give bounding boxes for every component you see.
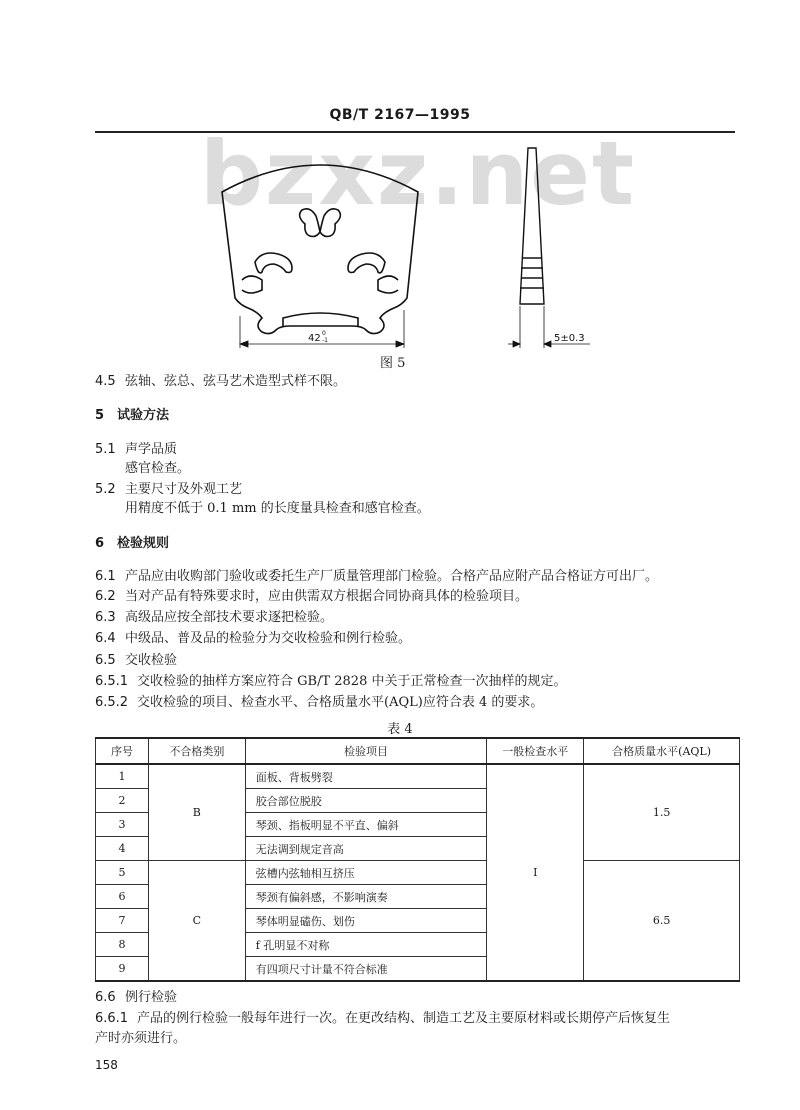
header-aql: 合格质量水平(AQL) [584, 738, 740, 764]
cell-item: 有四项尺寸计量不符合标准 [245, 957, 487, 982]
para-6-5-2: 6.5.2 交收检验的项目、检查水平、合格质量水平(AQL)应符合表 4 的要求。 [95, 695, 544, 710]
cell-item: 弦槽内弦轴相互挤压 [245, 861, 487, 885]
para-6-6-1: 6.6.1 产品的例行检验一般每年进行一次。在更改结构、制造工艺及主要原材料或长期停产后恢复生 [95, 1011, 671, 1026]
cell-no: 3 [96, 813, 149, 837]
header-no: 序号 [96, 738, 149, 764]
table-4 [95, 737, 740, 982]
cell-no: 8 [96, 933, 149, 957]
cell-item: 琴体明显磕伤、划伤 [245, 909, 487, 933]
table-header-row [96, 738, 740, 764]
cell-item: 琴颈有偏斜感，不影响演奏 [245, 885, 487, 909]
header-category: 不合格类别 [148, 738, 245, 764]
bridge-front-view [222, 165, 418, 334]
inspection-level-cell: Ⅰ [487, 764, 584, 981]
cell-no: 9 [96, 957, 149, 982]
figure-caption: 图 5 [380, 356, 406, 371]
section-5-heading: 5 试验方法 [95, 408, 170, 423]
dimension-42-tol-lower: -1 [322, 337, 328, 344]
page-number: 158 [95, 1058, 118, 1072]
bridge-side-view [520, 148, 544, 304]
cell-no: 5 [96, 861, 149, 885]
para-5-2-body: 用精度不低于 0.1 mm 的长度量具检查和感官检查。 [125, 501, 430, 516]
aql-b-cell: 1.5 [584, 764, 740, 861]
document-header: QB/T 2167—1995 [329, 107, 471, 123]
table-row [96, 861, 740, 885]
para-4-5: 4.5 弦轴、弦总、弦马艺术造型式样不限。 [95, 374, 347, 389]
para-6-6: 6.6 例行检验 [95, 990, 178, 1005]
dimension-thickness-label: 5±0.3 [554, 333, 585, 344]
cell-no: 7 [96, 909, 149, 933]
cell-no: 1 [96, 764, 149, 789]
category-c-cell: C [148, 861, 245, 982]
figure-5-bridge-drawing [0, 140, 800, 380]
para-5-1-body: 感官检查。 [125, 461, 191, 476]
cell-item: 胶合部位脱胶 [245, 789, 487, 813]
dimension-42-label: 42 [308, 333, 321, 344]
para-6-5-1: 6.5.1 交收检验的抽样方案应符合 GB/T 2828 中关于正常检查一次抽样的规定。 [95, 674, 567, 689]
category-b-cell: B [148, 764, 245, 861]
aql-c-cell: 6.5 [584, 861, 740, 982]
para-6-3: 6.3 高级品应按全部技术要求逐把检验。 [95, 610, 334, 625]
header-item: 检验项目 [245, 738, 487, 764]
cell-no: 2 [96, 789, 149, 813]
para-6-5: 6.5 交收检验 [95, 653, 178, 668]
cell-item: 无法调到规定音高 [245, 837, 487, 861]
cell-item: 面板、背板劈裂 [245, 764, 487, 789]
header-inspection-level: 一般检查水平 [487, 738, 584, 764]
para-6-1: 6.1 产品应由收购部门验收或委托生产厂质量管理部门检验。合格产品应附产品合格证方可出厂。 [95, 569, 659, 584]
cell-no: 4 [96, 837, 149, 861]
para-6-4: 6.4 中级品、普及品的检验分为交收检验和例行检验。 [95, 631, 412, 646]
para-6-2: 6.2 当对产品有特殊要求时，应由供需双方根据合同协商具体的检验项目。 [95, 589, 529, 604]
para-6-6-1-cont: 产时亦须进行。 [95, 1031, 187, 1046]
table-row [96, 764, 740, 789]
dimension-42-tol-upper: 0 [322, 330, 326, 337]
cell-item: 琴颈、指板明显不平直、偏斜 [245, 813, 487, 837]
cell-no: 6 [96, 885, 149, 909]
watermark: bzxz.net [200, 122, 637, 225]
para-5-2: 5.2 主要尺寸及外观工艺 [95, 482, 243, 497]
cell-item: f 孔明显不对称 [245, 933, 487, 957]
para-5-1: 5.1 声学品质 [95, 442, 178, 457]
table-caption: 表 4 [387, 722, 413, 737]
section-6-heading: 6 检验规则 [95, 536, 170, 551]
